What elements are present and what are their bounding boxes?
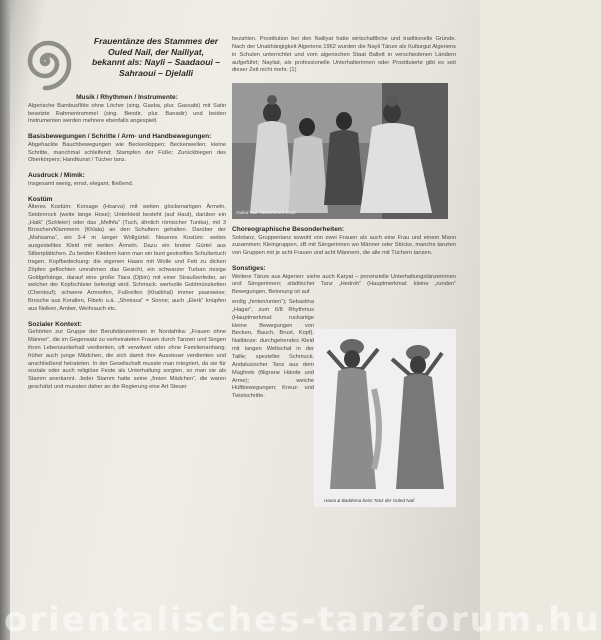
section-body-choreographie: Solotanz, Gruppentanz sowohl von zwei Frauen als auch eine Frau und einem Mann zusammen; Kleingruppen, zB mit Sängerinnen wo Männer oder Stöcke, manche tanzten von Gruppen mit je acht Frauen und acht Männern, die alle mit Tüchern tanzen.	[232, 234, 456, 257]
photo-caption: Hania & Baddema beim Tanz der Ouled Nail	[324, 498, 415, 504]
continued-paragraph: bezahlen. Prostitution bei den Nailiyat hatte wirtschaftliche und traditionelle Gründe. Nach der Unabhängigkeit Algeriens 1962 wurden die Nayli Tänze als Kulturgut Algeriens in Schulen unterrichtet und vom algerischen Staat Ballett in verschiedenen Ländern aufgeführt; Nayliat, als professionelle Unterhalterinnen oder Prostituierte gibt es seit dieser Zeit nicht mehr. (1)	[232, 36, 456, 74]
section-heading-musik: Musik / Rhythmen / Instrumente:	[76, 94, 178, 102]
title-line: Sahraoui – Djelalli	[118, 67, 194, 78]
section-body-musik: Algerische Bambusflöte ohne Löcher (sing. Gasba, plur. Gassabi) mit Satin besetzte Rahmentrommel (sing. Bendir, plur. Banadir) und beiden Instrumenten werden mehrere ebenfalls angespielt.	[28, 102, 226, 125]
photo-caption: Ouled Nail Tänzerinnen 1932	[236, 210, 296, 216]
two-dancers-illustration	[314, 329, 456, 507]
text-photo-row	[232, 299, 456, 507]
section-body-ausdruck: Insgesamt wenig, ernst, elegant, fließend.	[28, 180, 134, 187]
left-column	[28, 36, 226, 392]
title-line: Ouled Nail, der Nailiyat,	[108, 46, 204, 57]
article-title	[86, 36, 226, 78]
section-heading-choreographie: Choreographische Besonderheiten:	[232, 226, 345, 234]
section-body-sozialer-kontext: Gehörten zur Gruppe der Berufstänzerinnen in Nordafrika: „Frauen ohne Männer“, die im Gegensatz zu verheirateten Frauen durch Tanzen und Singen ihren Lebensunterhalt verdienten, oft verwitwet oder ohne Familienanhang; früher auch junge Mädchen, die sich damit ihre Aussteuer verdienten und anschließend heirateten. In der Gesellschaft musste man integriert, da sie für soziale oder auch religiöse Feste als Unterhaltung sorgten, so man sie als Stamm anerkannt. Jeder Stamm hatte seine „freien Mädchen“, die waren geschätzt und mussten daher an die Regierung eine Art Steuer	[28, 329, 226, 391]
dancers-group-photo	[232, 83, 448, 219]
section-heading-basisbewegungen: Basisbewegungen / Schritte / Arm- und Handbewegungen:	[28, 133, 212, 141]
title-line: Frauentänze des Stammes der	[93, 36, 219, 46]
section-heading-sonstiges: Sonstiges:	[232, 265, 266, 273]
page-edge-shadow	[0, 0, 10, 640]
title-line: bekannt als: Nayli – Saadaoui –	[92, 57, 220, 68]
section-body-kostuem: Älteres Kostüm: Korsage (Hsarva) mit weiten glockenartigen Ärmeln, Seidenrock (weite lange Hose); Unterkleid besteht (auf Haut), darüber ein „Haik“ (Schleier) oder das „Melhfa“ (Tuch, ähnlich römischer Tunika), mit 3 Broschen/Klammern (Khlala) an den Schultern gehalten. Darüber der „Mahsama“, ein 3-4 m langer Wollgürtel. Neueres Kostüm: weites ausgestelltes Kleid mit weiten Ärmeln. Dazu ein breiter Gürtel aus Silberplättchen. Zu beiden Kleidern kann man ein bunt gestreiftes Schultertuch tragen. Kopfbedeckung: die eigenen Haare mit Wolle und Fett zu dicken Zöpfen geflochten umrahmen das Gesicht, ein schwarzer Turban riesige Goldgehänge, darauf eine große Tiara (Djbin) mit einer Straußenfeder, an welcher der Kopfschleier befestigt wird. Schmuck: wertvolle Goldmünzketten (Chentouf); schwere Armreifen, Fußreifen (Khalkhal) immer paarweise; Brosche aus Korallen, Fibeln u.ä. „Shmissa“ = Sonne; auch „Elerk“ knüpfen aus Nelken, Amber, Weihrauch etc.	[28, 203, 226, 312]
watermark: orientalisches-tanzforum.hu	[4, 600, 601, 640]
section-heading-ausdruck: Ausdruck / Mimik:	[28, 172, 85, 180]
section-body-basisbewegungen: Abgehackte Bauchbewegungen wie Beckenkippen; Beckenwellen; kleine Schritte, manchmal schleifend; Stampfen der Füße; Zurückbiegen des Oberkörpers; Handkunst / Tücher tanz.	[28, 141, 226, 164]
right-column	[232, 36, 456, 507]
section-heading-sozialer-kontext: Sozialer Kontext:	[28, 320, 82, 328]
section-heading-kostuem: Kostüm	[28, 195, 53, 203]
two-dancers-photo	[314, 329, 456, 507]
section-body-sonstiges: Weitere Tänze aus Algerien: siehe auch Karyat – provinzielle Unterhaltungstänzerinnen und Sängerinnen; städtischer Tanz „Hedroh“ (Hauptmerkmal: kleine „runden“ Bewegungen, Betonung ist auf	[232, 273, 456, 296]
dancers-group-illustration	[232, 83, 448, 219]
narrow-text-column: endig „hinten/unten“); Sebastina „Hagar“, zum 6/8 Rhythmus (Hauptmerkmal: ruckartige kleine Bewegungen von Becken, Bauch, Brust, Kopf). Nailtänze: durchgehendes Kleid mit langen Weltschal in der Taille; spezieller Schmuck. Andalusischer Tanz aus dem Maghreb (filigrane Hände und Arme); weiche Hüftbewegungen; Kreuz- und Twistschritte.	[232, 299, 314, 400]
